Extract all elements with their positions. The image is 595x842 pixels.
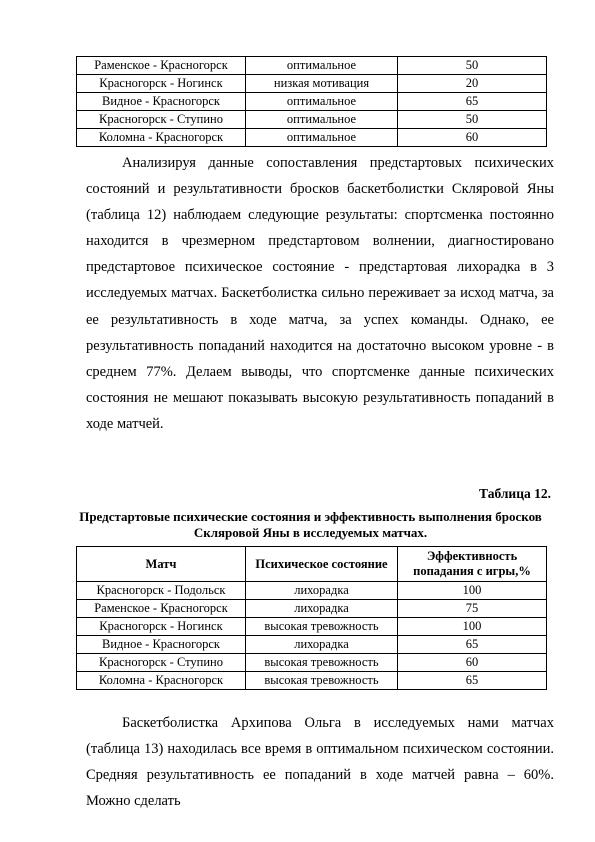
table-cell: оптимальное (246, 93, 398, 111)
table-cell: Коломна - Красногорск (77, 672, 246, 690)
table-cell: лихорадка (246, 582, 398, 600)
column-header-state: Психическое состояние (246, 547, 398, 582)
table-cell: оптимальное (246, 129, 398, 147)
table-cell: высокая тревожность (246, 654, 398, 672)
table-cell: 60 (398, 129, 547, 147)
table-cell: лихорадка (246, 636, 398, 654)
table-cell: Красногорск - Ногинск (77, 618, 246, 636)
table-top (76, 56, 547, 147)
table-cell: 100 (398, 582, 547, 600)
table-cell: 65 (398, 672, 547, 690)
table-cell: 100 (398, 618, 547, 636)
conclusion-paragraph (86, 710, 554, 814)
table-row (77, 582, 547, 600)
table-cell: Видное - Красногорск (77, 93, 246, 111)
table-cell: Видное - Красногорск (77, 636, 246, 654)
table-cell: Красногорск - Подольск (77, 582, 246, 600)
column-header-match: Матч (77, 547, 246, 582)
table-row (77, 672, 547, 690)
table-row (77, 57, 547, 75)
table-cell: низкая мотивация (246, 75, 398, 93)
table-cell: 65 (398, 636, 547, 654)
column-header-efficiency: Эффективность попадания с игры,% (398, 547, 547, 582)
analysis-paragraph (86, 150, 554, 437)
table-header-row (77, 547, 547, 582)
table-cell: Красногорск - Ногинск (77, 75, 246, 93)
table-row (77, 75, 547, 93)
table-row (77, 93, 547, 111)
table-row (77, 618, 547, 636)
table-cell: оптимальное (246, 111, 398, 129)
table-cell: 75 (398, 600, 547, 618)
table-cell: высокая тревожность (246, 618, 398, 636)
table-row (77, 654, 547, 672)
table-cell: высокая тревожность (246, 672, 398, 690)
table-row (77, 129, 547, 147)
table-cell: 20 (398, 75, 547, 93)
table-row (77, 111, 547, 129)
table-cell: Красногорск - Ступино (77, 654, 246, 672)
table-cell: 65 (398, 93, 547, 111)
table-cell: Коломна - Красногорск (77, 129, 246, 147)
table-caption: Предстартовые психические состояния и эффективность выполнения бросков Скляровой Яны в исследуемых матчах. (79, 509, 542, 540)
table-cell: 50 (398, 111, 547, 129)
table-cell: лихорадка (246, 600, 398, 618)
table-cell: оптимальное (246, 57, 398, 75)
table-number: Таблица 12. (479, 486, 551, 501)
table-cell: 60 (398, 654, 547, 672)
paragraph-text: Баскетболистка Архипова Ольга в исследуемых нами матчах (таблица 13) находилась все время в оптимальном психическом состоянии. Средняя результативность ее попаданий в ходе матчей равна – 60%. Можно сделать (86, 715, 554, 810)
paragraph-text: Анализируя данные сопоставления предстартовых психических состояний и результативности бросков баскетболистки Скляровой Яны (таблица 12) наблюдаем следующие результаты: спортсменка постоянно находится в чрезмерном предстартовом волнении, диагностировано предстартовое психическое состояние - предстартовая лихорадка в 3 исследуемых матчах. Баскетболистка сильно переживает за исход матча, за ее результативность в ходе матча, за успех команды. Однако, ее результативность попаданий находится на достаточно высоком уровне - в среднем 77%. Делаем выводы, что спортсменке данные психических состояния не мешают показывать высокую результативность попаданий в ходе матчей. (86, 155, 554, 432)
table-row (77, 636, 547, 654)
table-12 (76, 546, 547, 690)
table-row (77, 600, 547, 618)
table-cell: Раменское - Красногорск (77, 600, 246, 618)
table-cell: Красногорск - Ступино (77, 111, 246, 129)
table-cell: Раменское - Красногорск (77, 57, 246, 75)
table-cell: 50 (398, 57, 547, 75)
